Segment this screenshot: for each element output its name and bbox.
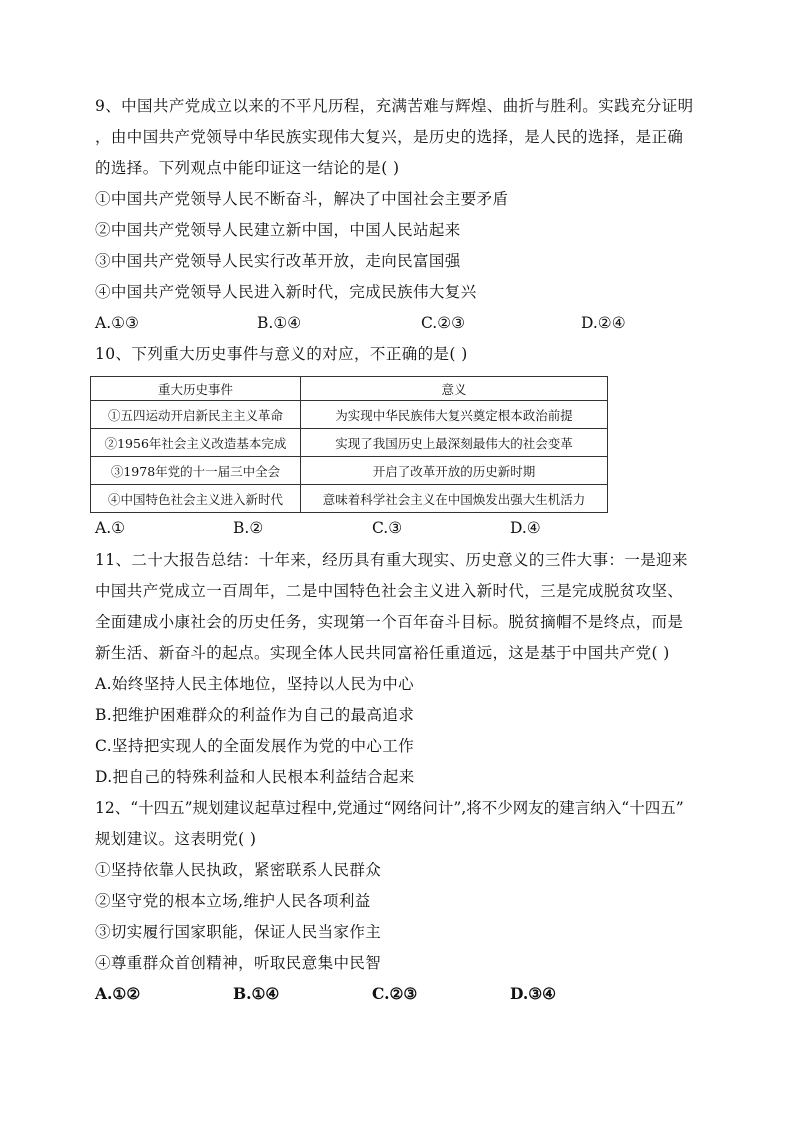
q11-option-a[interactable]: A.始终坚持人民主体地位，坚持以人民为中心 — [95, 675, 415, 693]
event-cell: ③1978年党的十一届三中全会 — [91, 457, 301, 485]
header-event: 重大历史事件 — [91, 377, 301, 401]
q9-option-b[interactable]: B.①④ — [257, 314, 302, 332]
q12-option-c[interactable]: C.②③ — [372, 984, 418, 1003]
q11-option-d[interactable]: D.把自己的特殊利益和人民根本利益结合起来 — [95, 768, 415, 786]
header-meaning: 意义 — [301, 377, 608, 401]
event-cell: ②1956年社会主义改造基本完成 — [91, 429, 301, 457]
q9-option-c[interactable]: C.②③ — [421, 314, 466, 332]
table-row — [91, 401, 608, 429]
q10-option-c[interactable]: C.③ — [372, 519, 403, 537]
q11-option-c[interactable]: C.坚持把实现人的全面发展作为党的中心工作 — [95, 737, 415, 755]
table-header-row — [91, 377, 608, 401]
event-cell: ①五四运动开启新民主主义革命 — [91, 401, 301, 429]
q9-stem-line-3: 的选择。下列观点中能印证这一结论的是( ) — [95, 159, 400, 177]
q9-statement-1: ①中国共产党领导人民不断奋斗，解决了中国社会主要矛盾 — [95, 190, 509, 208]
q9-statement-2: ②中国共产党领导人民建立新中国，中国人民站起来 — [95, 221, 461, 239]
q12-option-a[interactable]: A.①② — [95, 984, 141, 1003]
q9-stem-line-1: 9、中国共产党成立以来的不平凡历程，充满苦难与辉煌、曲折与胜利。实践充分证明 — [95, 97, 694, 115]
q9-stem-line-2: ，由中国共产党领导中华民族实现伟大复兴，是历史的选择，是人民的选择，是正确 — [95, 128, 684, 146]
q11-stem-line-4: 新生活、新奋斗的起点。实现全体人民共同富裕任重道远，这是基于中国共产党( ) — [95, 644, 670, 662]
q12-option-b[interactable]: B.①④ — [233, 984, 280, 1003]
table-row — [91, 485, 608, 513]
q12-stem-line-1: 12、“十四五”规划建议起草过程中,党通过“网络问计”,将不少网友的建言纳入“十四五” — [95, 799, 684, 817]
table-row — [91, 429, 608, 457]
q12-statement-2: ②坚守党的根本立场,维护人民各项利益 — [95, 892, 371, 910]
q10-option-b[interactable]: B.② — [233, 519, 264, 537]
meaning-cell: 开启了改革开放的历史新时期 — [301, 457, 608, 485]
q12-option-d[interactable]: D.③④ — [510, 984, 557, 1003]
q10-stem: 10、下列重大历史事件与意义的对应，不正确的是( ) — [95, 345, 468, 363]
q10-events-table — [90, 376, 608, 513]
event-cell: ④中国特色社会主义进入新时代 — [91, 485, 301, 513]
q9-option-a[interactable]: A.①③ — [95, 314, 139, 332]
q11-stem-line-2: 中国共产党成立一百周年，二是中国特色社会主义进入新时代，三是完成脱贫攻坚、 — [95, 582, 684, 600]
q11-stem-line-1: 11、二十大报告总结：十年来，经历具有重大现实、历史意义的三件大事：一是迎来 — [95, 551, 688, 569]
q10-option-d[interactable]: D.④ — [510, 519, 541, 537]
q9-statement-4: ④中国共产党领导人民进入新时代，完成民族伟大复兴 — [95, 283, 477, 301]
q11-stem-line-3: 全面建成小康社会的历史任务，实现第一个百年奋斗目标。脱贫摘帽不是终点，而是 — [95, 613, 684, 631]
q12-statement-1: ①坚持依靠人民执政，紧密联系人民群众 — [95, 861, 382, 879]
q11-option-b[interactable]: B.把维护困难群众的利益作为自己的最高追求 — [95, 706, 415, 724]
q12-statement-4: ④尊重群众首创精神，听取民意集中民智 — [95, 954, 382, 972]
meaning-cell: 实现了我国历史上最深刻最伟大的社会变革 — [301, 429, 608, 457]
q12-statement-3: ③切实履行国家职能，保证人民当家作主 — [95, 923, 382, 941]
meaning-cell: 为实现中华民族伟大复兴奠定根本政治前提 — [301, 401, 608, 429]
q12-stem-line-2: 规划建议。这表明党( ) — [95, 830, 257, 848]
q10-option-a[interactable]: A.① — [95, 519, 126, 537]
table-row — [91, 457, 608, 485]
q9-statement-3: ③中国共产党领导人民实行改革开放，走向民富国强 — [95, 252, 461, 270]
meaning-cell: 意味着科学社会主义在中国焕发出强大生机活力 — [301, 485, 608, 513]
q9-option-d[interactable]: D.②④ — [581, 314, 626, 332]
